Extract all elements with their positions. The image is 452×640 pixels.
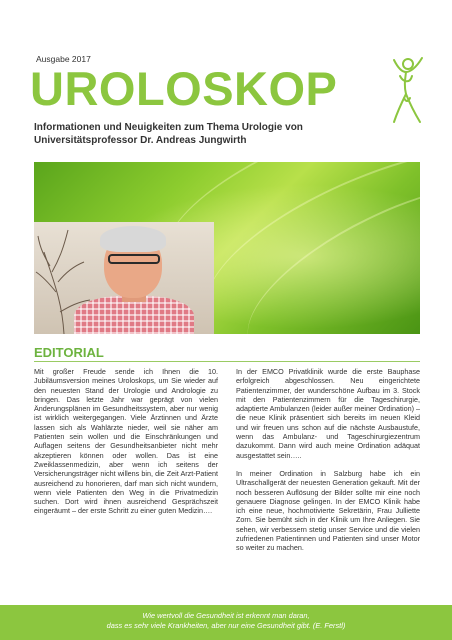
- quote-author: (E. Ferstl): [312, 621, 346, 630]
- footer-quote-bar: [0, 605, 452, 640]
- edition-label: Ausgabe 2017: [36, 54, 91, 64]
- newsletter-subtitle: Informationen und Neuigkeiten zum Thema Urologie von Universitätsprofessor Dr. Andreas Jungwirth: [34, 122, 303, 146]
- section-divider: [34, 361, 420, 362]
- editorial-column-left: [34, 367, 218, 525]
- human-figure-logo-icon: [386, 54, 426, 126]
- hero-banner: [34, 162, 420, 334]
- editorial-column-right: [236, 367, 420, 562]
- editorial-paragraph: In der EMCO Privatklinik wurde die erste Bauphase erfolgreich abgeschlossen. Neu eingerichtete Patientenzimmer, der wunderschöne Aufbau im 3. Stock mit den Patientenzimmern für die Tageschirurgie, adaptierte Ambulanzen (leider außer meiner Ordination) – die neue Klinik präsentiert sich bereits im neuen Kleid und wir freuen uns schon auf die nächste Ausbaustufe, wenn das Ambulanz- und Tageschirurgiezentrum dazukommt. Dann wird auch meine Ordination adäquat ausgestattet sein…..: [236, 367, 420, 460]
- editorial-paragraph: Mit großer Freude sende ich Ihnen die 10. Jubiläumsversion meines Uroloskops, um Sie wieder auf den neuesten Stand der Urologie und Andrologie zu bringen. Das letzte Jahr war geprägt von vielen Änderungsplänen im Gesundheitssystem, aber nur wenig ist wirklich weitergegangen. Viele Ärztinnen und Ärzte lassen sich als Wahlärzte nieder, weil sie näher am Patienten sein wollen und die Einschränkungen und Auflagen seitens der Gesundheitsanbieter nicht mehr akzeptieren können oder wollen. Das ist eine Zweiklassenmedizin, aber wenn ich seitens der Versicherungsträger nicht willens bin, die Zeit Arzt-Patient ausreichend zu honorieren, darf man sich nicht wundern, wenn viele Patienten den Weg in die Privatmedizin suchen. Dort wird ihnen ausreichend Gesprächszeit eingeräumt – der erste Schritt zu einer guten Medizin….: [34, 367, 218, 516]
- editorial-paragraph: In meiner Ordination in Salzburg habe ich ein Ultraschallgerät der neuesten Generation gekauft. Mit der noch besseren Auflösung der Bilder sollte mir eine noch genauere Diagnose gelingen. In der EMCO Klinik habe ich eine neue, hochmotivierte Sekretärin, Frau Julliette Zorn. Sie bemüht sich in der Klinik um Ihre Anliegen. Sie sehen, wir verbessern stetig unser Service und die vielen zufriedenen Patientinnen und Patienten sind unser Motor so weiter zu machen.: [236, 468, 420, 553]
- newsletter-title: UROLOSKOP: [30, 62, 338, 115]
- editorial-heading: EDITORIAL: [34, 345, 104, 360]
- quote-line-1: Wie wertvoll die Gesundheit ist erkennt man daran,: [142, 611, 310, 620]
- quote-line-2: dass es sehr viele Krankheiten, aber nur eine Gesundheit gibt.: [106, 621, 311, 630]
- author-portrait: [34, 222, 214, 334]
